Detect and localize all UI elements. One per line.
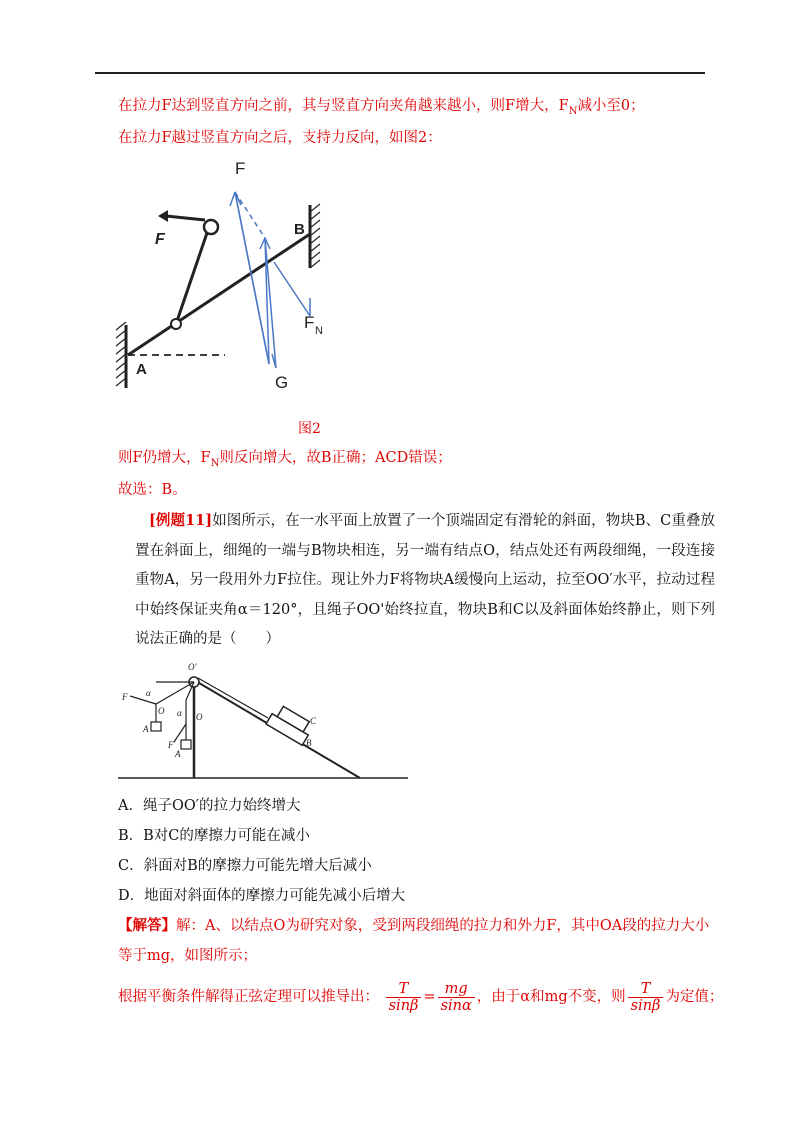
force-f-arrowhead: [158, 210, 168, 222]
label-fn-sub: N: [315, 325, 323, 337]
figure-example-11: [110, 660, 410, 785]
wall-a: [116, 322, 126, 388]
option-d: D．地面对斜面体的摩擦力可能先减小后增大: [118, 888, 406, 904]
example-11-text: [例题11]如图所示，在一水平面上放置了一个顶端固定有滑轮的斜面，物块B、C重叠放置在斜面上，细绳的一端与B物块相连，另一端有结点O，结点处还有两段细绳，一段连接重物A，另一段用外力F拉住。现让外力F将物块A缓慢向上运动，拉至OO′水平，拉动过程中始终保证夹角α＝120°，且绳子OO'始终拉直，物块B和C以及斜面体始终静止，则下列说法正确的是（ ）: [135, 512, 715, 647]
label-alpha-1: α: [146, 688, 151, 698]
figure-2-caption: 图2: [298, 421, 321, 437]
label-b-block: B: [306, 738, 312, 748]
rope-slope: [198, 678, 268, 718]
label-fn: F: [304, 313, 315, 332]
rod-ab: [128, 234, 310, 355]
label-c: C: [310, 716, 317, 726]
conclusion-line: 则F仍增大，$F_N$则反向增大，故B正确；ACD错误；: [118, 450, 452, 469]
label-a-1: A: [143, 724, 149, 734]
weight-a-1: [151, 722, 161, 731]
label-o-prime: O': [188, 662, 197, 672]
wall-b: [310, 204, 320, 268]
answer-line-2: 等于mg，如图所示；: [118, 948, 258, 964]
weight-a-2: [181, 740, 191, 749]
answer-line-3: 根据平衡条件解得正弦定理可以推导出： $\frac{T}{\sin\beta}$ = $\frac{mg}{\sin\alpha}$ ，由于α和mg不变，则 $\frac{T}{\sin\beta}$ 为定值；: [118, 980, 724, 1014]
option-b: B．B对C的摩擦力可能在减小: [118, 828, 310, 844]
answer-tag: 【解答】: [118, 917, 176, 934]
label-f-top: F: [235, 159, 246, 178]
label-a: A: [136, 361, 147, 378]
label-o-1: O: [158, 706, 165, 716]
analysis-line-1: 在拉力F达到竖直方向之前，其与竖直方向夹角越来越小，则F增大，$F_N$减小至0；: [118, 98, 645, 117]
label-alpha-2: α: [177, 708, 182, 718]
figure-2: [110, 150, 350, 395]
option-a: A．绳子OO′的拉力始终增大: [118, 798, 301, 814]
fraction-t-sinbeta-2: $\frac{T}{\sin\beta}$: [628, 981, 664, 1014]
f-arrow-1: [130, 696, 156, 704]
conclusion-choice: 故选：B。: [118, 482, 187, 498]
fraction-t-sinbeta: $\frac{T}{\sin\beta}$: [386, 981, 422, 1014]
force-f-arrow: [166, 216, 205, 220]
analysis-line-2: 在拉力F越过竖直方向之后，支持力反向，如图2：: [118, 130, 442, 146]
label-g: G: [275, 373, 289, 392]
label-a-2: A: [175, 749, 181, 759]
option-c: C．斜面对B的摩擦力可能先增大后减小: [118, 858, 372, 874]
f-arrow-2: [174, 724, 186, 742]
label-o-2: O: [196, 712, 203, 722]
label-b: B: [294, 221, 305, 238]
label-f-2: F: [168, 740, 174, 750]
pulley: [204, 220, 218, 234]
rope: [176, 230, 208, 324]
header-rule: [95, 72, 705, 74]
label-f-1: F: [122, 692, 128, 702]
answer-line-1: 【解答】解：A、以结点O为研究对象，受到两段细绳的拉力和外力F，其中OA段的拉力大小: [118, 917, 710, 934]
example-11-tag: [例题11]: [149, 512, 213, 529]
ring-joint: [171, 319, 181, 329]
label-f-left: F: [155, 231, 165, 248]
fraction-mg-sinalpha: $\frac{mg}{\sin\alpha}$: [438, 981, 475, 1014]
